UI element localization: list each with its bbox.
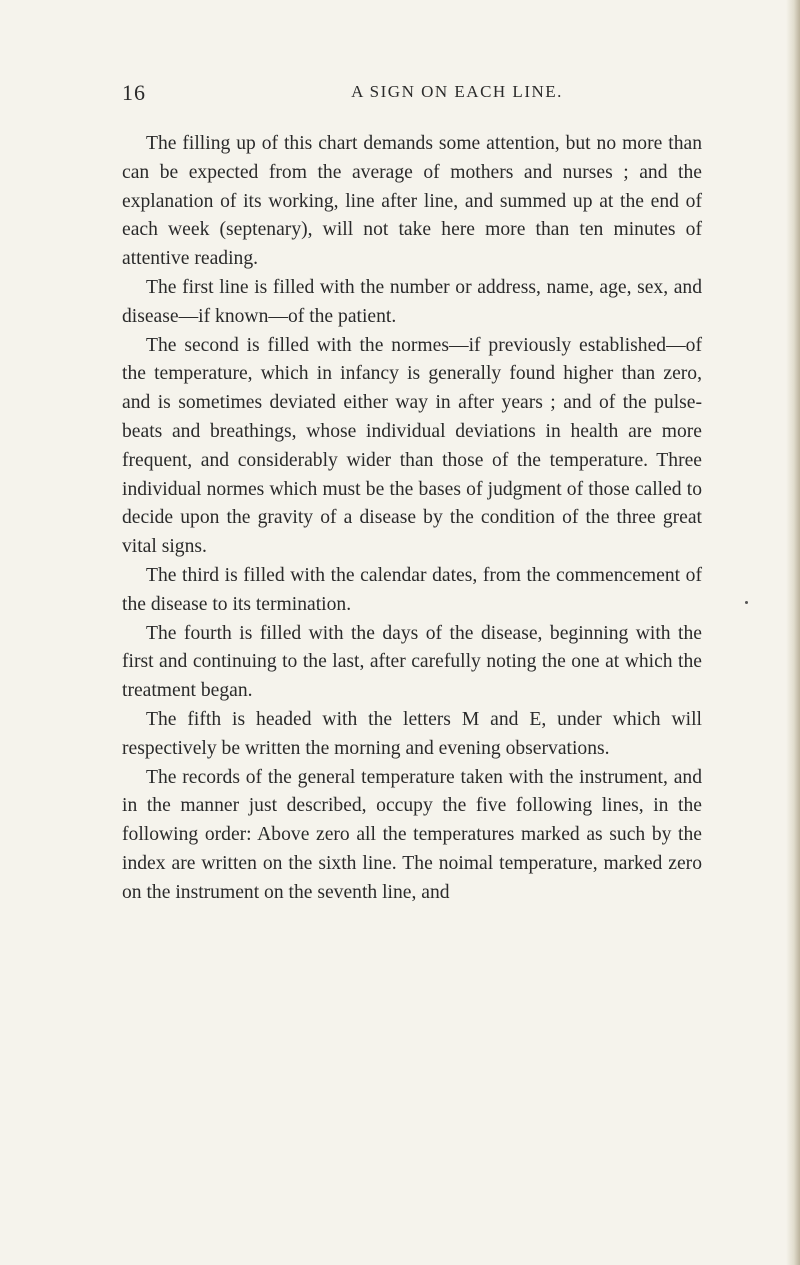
paragraph: The third is filled with the calendar dates, from the commencement of the disease to its termination.	[122, 564, 702, 615]
paragraph: The second is filled with the normes—if previously established—of the temperature, which in infancy is generally found higher than zero, and is sometimes deviated either way in after years ; and of the pulse-beats and breathings, whose individual deviations in health are more frequent, and considerably wider than those of the temperature. Three individual normes which must be the bases of judgment of those called to decide upon the gravity of a disease by the condition of the three great vital signs.	[122, 334, 702, 558]
paragraph: The records of the general temperature taken with the instrument, and in the manner just described, occupy the five following lines, in the following order: Above zero all the temperatures marked as such by the index are written on the sixth line. The noimal temperature, marked zero on the instrument on the seventh line, and	[122, 766, 702, 903]
paragraph: The fourth is filled with the days of the disease, beginning with the first and continuing to the last, after carefully noting the one at which the treatment began.	[122, 622, 702, 702]
margin-speck	[745, 601, 748, 604]
running-title: A SIGN ON EACH LINE.	[351, 82, 563, 101]
paragraph: The filling up of this chart demands some attention, but no more than can be expected from the average of mothers and nurses ; and the explanation of its working, line after line, and summed up at the end of each week (septenary), will not take here more than ten minutes of attentive reading.	[122, 133, 702, 270]
page-edge-shadow	[786, 0, 800, 1265]
page-number: 16	[122, 80, 146, 105]
paragraph: The fifth is headed with the letters M and E, under which will respectively be written the morning and evening observations.	[122, 708, 702, 759]
paragraph: The first line is filled with the number or address, name, age, sex, and disease—if known—of the patient.	[122, 276, 702, 327]
body-text	[122, 130, 702, 908]
running-head	[122, 80, 702, 110]
